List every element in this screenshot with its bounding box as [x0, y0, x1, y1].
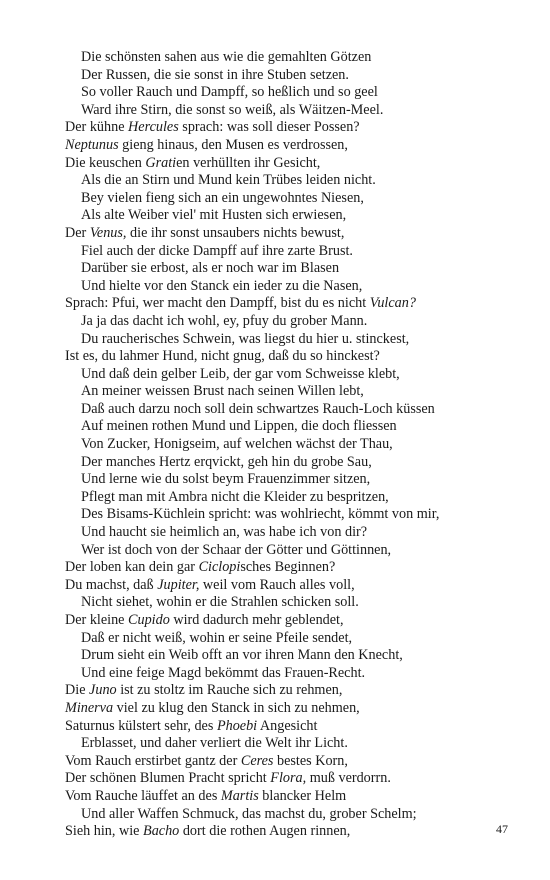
line-text: Fiel auch der dicke Dampff auf ihre zarte Brust. — [81, 242, 353, 259]
line-text: sches Beginnen? — [240, 559, 336, 576]
line-text: Der kleine — [65, 612, 129, 628]
poem-line — [65, 172, 535, 190]
line-text: wird dadurch mehr geblendet, — [169, 612, 344, 628]
line-text: Als die an Stirn und Mund kein Trübes leiden nicht. — [81, 172, 376, 189]
poem-line — [65, 119, 535, 137]
poem-line — [65, 735, 535, 753]
poem-line — [65, 331, 535, 349]
line-text: viel zu klug den Stanck in sich zu nehmen, — [113, 699, 360, 716]
line-text: An meiner weissen Brust nach seinen Willen lebt, — [81, 383, 364, 400]
line-text: Daß er nicht weiß, wohin er seine Pfeile sendet, — [81, 629, 353, 646]
line-text: weil vom Rauch alles voll, — [199, 576, 355, 593]
line-text: Sieh hin, wie — [65, 823, 144, 840]
italic-name: Minerva — [65, 699, 114, 716]
line-text: sprach: was soll dieser Possen? — [178, 119, 360, 136]
line-text: Die — [65, 682, 90, 699]
poem-line — [65, 753, 535, 771]
poem-text — [65, 49, 535, 841]
italic-name: Phoebi — [216, 717, 258, 734]
poem-line — [65, 506, 535, 524]
poem-line — [65, 718, 535, 736]
italic-name: Vulcan? — [369, 295, 416, 312]
line-text: Bey vielen fieng sich an ein ungewohntes Niesen, — [81, 189, 364, 206]
poem-line — [65, 577, 535, 595]
italic-name: Martis — [220, 787, 259, 804]
poem-line — [65, 454, 535, 472]
line-text: Von Zucker, Honigseim, auf welchen wächst der Thau, — [81, 436, 393, 453]
poem-line — [65, 770, 535, 788]
italic-name: Venus, — [89, 224, 127, 241]
line-text: Drum sieht ein Weib offt an vor ihren Mann den Knecht, — [81, 647, 403, 664]
line-text: Die keuschen — [65, 154, 146, 171]
poem-line — [65, 207, 535, 225]
line-text: Des Bisams-Küchlein spricht: was wohlriecht, kömmt von mir, — [81, 506, 440, 523]
line-text: Und hielte vor den Stanck ein ieder zu die Nasen, — [81, 277, 363, 294]
line-text: Der manches Hertz erqvickt, geh hin du grobe Sau, — [81, 453, 372, 470]
poem-line — [65, 295, 535, 313]
poem-line — [65, 612, 535, 630]
line-text: Der kühne — [65, 119, 129, 136]
poem-line — [65, 49, 535, 67]
poem-line — [65, 630, 535, 648]
line-text: Der — [65, 224, 90, 241]
line-text: blancker Helm — [258, 787, 347, 804]
poem-line — [65, 260, 535, 278]
poem-line — [65, 665, 535, 683]
poem-line — [65, 542, 535, 560]
line-text: Und eine feige Magd bekömmt das Frauen-Recht. — [81, 664, 366, 681]
italic-name: Grati — [145, 154, 177, 171]
line-text: Vom Rauche läuffet an des — [65, 787, 221, 804]
line-text: Ja ja das dacht ich wohl, ey, pfuy du grober Mann. — [81, 312, 368, 329]
line-text: Der schönen Blumen Pracht spricht — [65, 770, 271, 787]
line-text: Angesicht — [257, 717, 318, 734]
poem-line — [65, 524, 535, 542]
poem-line — [65, 559, 535, 577]
italic-name: Flora, — [270, 770, 307, 787]
poem-line — [65, 647, 535, 665]
poem-line — [65, 348, 535, 366]
poem-line — [65, 383, 535, 401]
italic-name: Cupido — [128, 612, 170, 628]
line-text: muß verdorrn. — [306, 770, 391, 787]
line-text: Darüber sie erbost, als er noch war im Blasen — [81, 260, 340, 277]
line-text: gieng hinaus, den Musen es verdrossen, — [118, 136, 348, 153]
line-text: Der Russen, die sie sonst in ihre Stuben setzen. — [81, 66, 349, 83]
poem-line — [65, 225, 535, 243]
line-text: Daß auch darzu noch soll dein schwartzes Rauch-Loch küssen — [81, 400, 435, 417]
poem-line — [65, 788, 535, 806]
line-text: Vom Rauch erstirbet gantz der — [65, 752, 241, 769]
poem-line — [65, 190, 535, 208]
poem-line — [65, 67, 535, 85]
italic-name: Neptunus — [65, 136, 119, 153]
line-text: Und daß dein gelber Leib, der gar vom Schweisse klebt, — [81, 365, 400, 382]
poem-line — [65, 682, 535, 700]
poem-line — [65, 278, 535, 296]
poem-line — [65, 806, 535, 824]
poem-line — [65, 594, 535, 612]
line-text: dort die rothen Augen rinnen, — [179, 823, 351, 840]
poem-line — [65, 313, 535, 331]
line-text: Und haucht sie heimlich an, was habe ich von dir? — [81, 524, 368, 541]
italic-name: Jupiter, — [157, 576, 200, 593]
poem-line — [65, 401, 535, 419]
poem-line — [65, 436, 535, 454]
line-text: Du machst, daß — [65, 576, 158, 593]
italic-name: Ceres — [240, 752, 274, 769]
line-text: bestes Korn, — [273, 752, 348, 769]
poem-line — [65, 471, 535, 489]
line-text: Der loben kan dein gar — [65, 559, 199, 576]
page-number: 47 — [496, 822, 508, 836]
poem-line — [65, 418, 535, 436]
line-text: Die schönsten sahen aus wie die gemahlten Götzen — [81, 49, 372, 65]
line-text: Sprach: Pfui, wer macht den Dampff, bist du es nicht — [65, 295, 370, 312]
line-text: So voller Rauch und Dampff, so heßlich und so geel — [81, 84, 378, 101]
poem-line — [65, 489, 535, 507]
line-text: Wer ist doch von der Schaar der Götter und Göttinnen, — [81, 541, 392, 558]
line-text: Als alte Weiber viel' mit Husten sich erwiesen, — [81, 207, 347, 224]
line-text: Nicht siehet, wohin er die Strahlen schicken soll. — [81, 594, 359, 611]
poem-line — [65, 102, 535, 120]
line-text: Erblasset, und daher verliert die Welt ihr Licht. — [81, 735, 348, 752]
italic-name: Bacho — [143, 823, 180, 840]
line-text: die ihr sonst unsaubers nichts bewust, — [126, 224, 345, 241]
poem-line — [65, 243, 535, 261]
line-text: ist zu stoltz im Rauche sich zu rehmen, — [116, 682, 343, 699]
line-text: Ward ihre Stirn, die sonst so weiß, als Wäitzen-Meel. — [81, 101, 384, 118]
poem-line — [65, 823, 535, 841]
poem-line — [65, 366, 535, 384]
line-text: Und aller Waffen Schmuck, das machst du, grober Schelm; — [81, 805, 417, 822]
line-text: Und lerne wie du solst beym Frauenzimmer sitzen, — [81, 471, 371, 488]
poem-line — [65, 155, 535, 173]
line-text: Ist es, du lahmer Hund, nicht gnug, daß du so hinckest? — [65, 348, 380, 365]
italic-name: Ciclopi — [198, 559, 241, 576]
poem-line — [65, 700, 535, 718]
poem-line — [65, 137, 535, 155]
line-text: Auf meinen rothen Mund und Lippen, die doch fliessen — [81, 418, 397, 435]
italic-name: Hercules — [128, 119, 179, 136]
line-text: Du raucherisches Schwein, was liegst du hier u. stinckest, — [81, 330, 410, 347]
poem-line — [65, 84, 535, 102]
line-text: Saturnus külstert sehr, des — [65, 717, 217, 734]
line-text: Pflegt man mit Ambra nicht die Kleider zu bespritzen, — [81, 488, 389, 505]
line-text: en verhüllten ihr Gesicht, — [176, 154, 321, 171]
italic-name: Juno — [89, 682, 117, 699]
